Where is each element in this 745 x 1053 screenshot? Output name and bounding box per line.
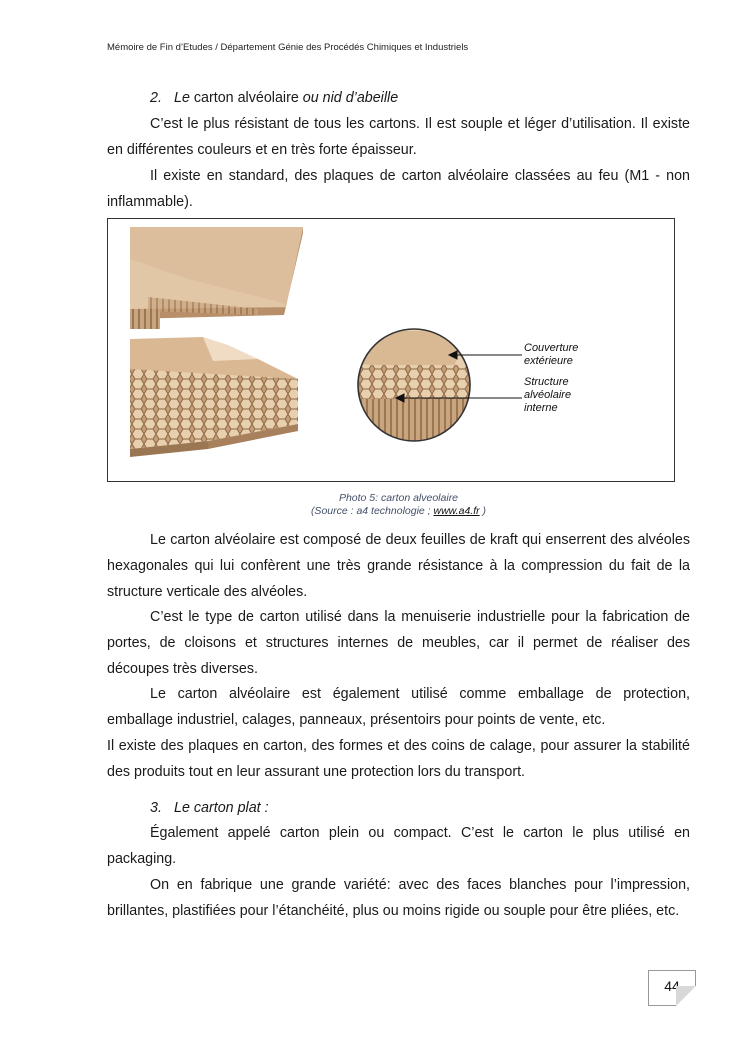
section-3-paragraph-1: Également appelé carton plein ou compact. C’est le carton le plus utilisé en packaging. bbox=[107, 825, 690, 867]
label-structure-line-2: alvéolaire bbox=[524, 389, 572, 401]
section-3-title: Le carton plat : bbox=[174, 800, 269, 816]
section-2-heading bbox=[150, 88, 398, 108]
body-paragraph-4: Il existe des plaques en carton, des formes et des coins de calage, pour assurer la stabilité des produits tout en leur assurant une protection lors du transport. bbox=[107, 738, 690, 780]
section-2-title-alt: ou nid d’abeille bbox=[302, 90, 399, 106]
body-paragraph-1: Le carton alvéolaire est composé de deux feuilles de kraft qui enserrent des alvéoles hexagonales qui lui confèrent une très grande résistance à la compression du fait de la structure verticale des alvéoles. bbox=[107, 532, 690, 600]
figure-frame bbox=[107, 218, 675, 482]
label-cover-line-2: extérieure bbox=[524, 355, 573, 367]
body-paragraph-3: Le carton alvéolaire est également utilisé comme emballage de protection, emballage industriel, calages, panneaux, présentoirs pour points de vente, etc. bbox=[107, 686, 690, 728]
caption-source-suffix: ) bbox=[479, 505, 487, 517]
top-panel-illustration bbox=[130, 227, 303, 329]
label-cover-line-1: Couverture bbox=[524, 342, 579, 354]
figure-caption-title: Photo 5: carton alveolaire bbox=[338, 492, 459, 504]
section-2-number: 2. bbox=[150, 90, 162, 106]
section-2-paragraph-2: Il existe en standard, des plaques de carton alvéolaire classées au feu (M1 - non inflammable). bbox=[107, 168, 690, 210]
page-curl-decoration bbox=[676, 986, 696, 1006]
section-3-paragraph-2: On en fabrique une grande variété: avec des faces blanches pour l’impression, brillantes, plastifiées pour l’étanchéité, plus ou moins rigide ou souple pour être pliées, etc. bbox=[107, 877, 690, 919]
page-number: 44 bbox=[664, 978, 680, 994]
caption-source-prefix: (Source : a4 technologie ; bbox=[310, 505, 434, 517]
page-number-box bbox=[648, 970, 696, 1006]
body-paragraph-2: C’est le type de carton utilisé dans la menuiserie industrielle pour la fabrication de portes, de cloisons et structures internes de meubles, car il permet de réaliser des découpes très diverses. bbox=[107, 609, 690, 677]
section-3-heading bbox=[150, 798, 269, 818]
section-3-number: 3. bbox=[150, 800, 162, 816]
section-2-title-le: Le bbox=[174, 90, 190, 106]
label-structure-line-1: Structure bbox=[524, 376, 569, 388]
page-header: Mémoire de Fin d’Etudes / Département Génie des Procédés Chimiques et Industriels bbox=[107, 42, 469, 53]
magnified-detail-circle bbox=[348, 319, 488, 459]
section-2-paragraph-1: C’est le plus résistant de tous les cartons. Il est souple et léger d’utilisation. Il existe en différentes couleurs et en très forte épaisseur. bbox=[107, 116, 690, 158]
bottom-panel-illustration bbox=[130, 337, 298, 457]
label-structure-line-3: interne bbox=[524, 402, 558, 414]
section-2-title-main: carton alvéolaire bbox=[189, 90, 303, 106]
caption-source-link[interactable]: www.a4.fr bbox=[433, 505, 480, 517]
honeycomb-cardboard-illustration bbox=[108, 219, 674, 481]
figure-caption-source bbox=[107, 505, 690, 518]
